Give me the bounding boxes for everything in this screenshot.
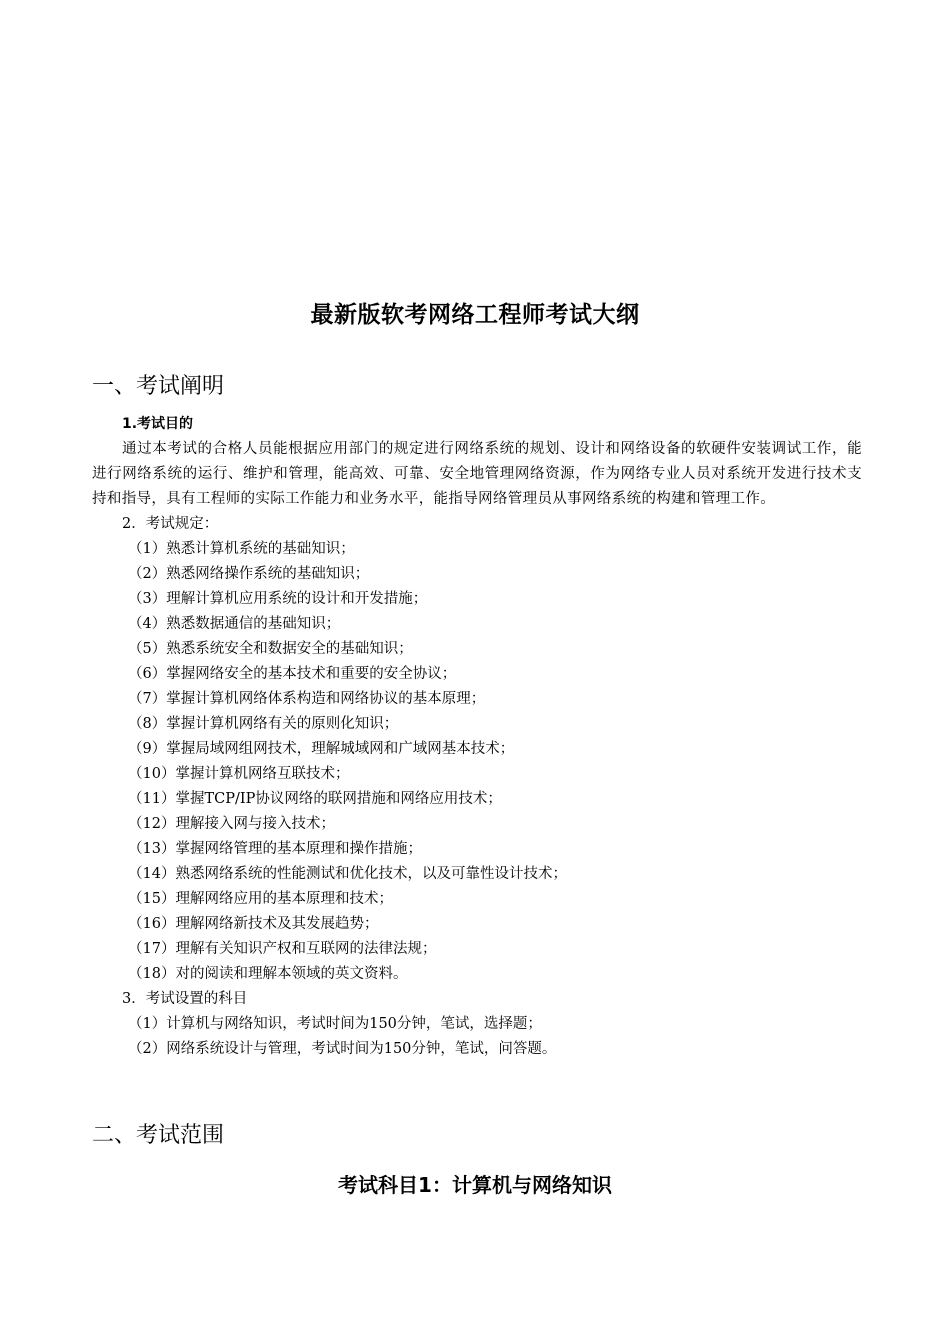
exam-rule-item: （8）掌握计算机网络有关的原则化知识； bbox=[128, 716, 399, 732]
exam-rule-item: （6）掌握网络安全的基本技术和重要的安全协议； bbox=[128, 666, 457, 682]
exam-rule-item: （3）理解计算机应用系统的设计和开发措施； bbox=[128, 591, 428, 607]
exam-rule-item: （12）理解接入网与接入技术； bbox=[128, 816, 335, 832]
exam-rule-item: （18）对的阅读和理解本领域的英文资料。 bbox=[128, 966, 408, 982]
exam-rules-label: 2．考试规定： bbox=[122, 516, 219, 532]
exam-rule-item: （10）掌握计算机网络互联技术； bbox=[128, 766, 350, 782]
exam-rule-item: （7）掌握计算机网络体系构造和网络协议的基本原理； bbox=[128, 691, 486, 707]
exam-purpose-label: 1.考试目的 bbox=[122, 416, 194, 432]
section-heading-exam-description: 一、考试阐明 bbox=[92, 374, 225, 399]
exam-rule-item: （14）熟悉网络系统的性能测试和优化技术，以及可靠性设计技术； bbox=[128, 866, 567, 882]
section-exam-description-body bbox=[92, 412, 862, 1062]
document-title: 最新版软考网络工程师考试大纲 bbox=[310, 302, 640, 328]
exam-rule-item: （17）理解有关知识产权和互联网的法律法规； bbox=[128, 941, 437, 957]
exam-rule-item: （5）熟悉系统安全和数据安全的基础知识； bbox=[128, 641, 413, 657]
exam-rule-item: （15）理解网络应用的基本原理和技术； bbox=[128, 891, 393, 907]
exam-rule-item: （16）理解网络新技术及其发展趋势； bbox=[128, 916, 379, 932]
exam-rule-item: （1）熟悉计算机系统的基础知识； bbox=[128, 541, 355, 557]
exam-rule-item: （13）掌握网络管理的基本原理和操作措施； bbox=[128, 841, 422, 857]
exam-rule-item: （9）掌握局域网组网技术，理解城域网和广域网基本技术； bbox=[128, 741, 515, 757]
exam-subject-1-title: 考试科目1：计算机与网络知识 bbox=[338, 1173, 612, 1197]
exam-rule-item: （11）掌握TCP/IP协议网络的联网措施和网络应用技术； bbox=[128, 791, 502, 807]
exam-subject-item: （1）计算机与网络知识，考试时间为150分钟，笔试，选择题； bbox=[128, 1016, 542, 1032]
exam-rule-item: （2）熟悉网络操作系统的基础知识； bbox=[128, 566, 370, 582]
section-heading-exam-scope: 二、考试范围 bbox=[92, 1123, 225, 1148]
exam-purpose-paragraph: 通过本考试的合格人员能根据应用部门的规定进行网络系统的规划、设计和网络设备的软硬件安装调试工作，能进行网络系统的运行、维护和管理，能高效、可靠、安全地管理网络资源，作为网络专业人员对系统开发进行技术支持和指导，具有工程师的实际工作能力和业务水平，能指导网络管理员从事网络系统的构建和管理工作。 bbox=[92, 441, 862, 507]
exam-subjects-label: 3．考试设置的科目 bbox=[122, 991, 248, 1007]
exam-rule-item: （4）熟悉数据通信的基础知识； bbox=[128, 616, 341, 632]
exam-subject-item: （2）网络系统设计与管理，考试时间为150分钟，笔试，问答题。 bbox=[128, 1041, 557, 1057]
